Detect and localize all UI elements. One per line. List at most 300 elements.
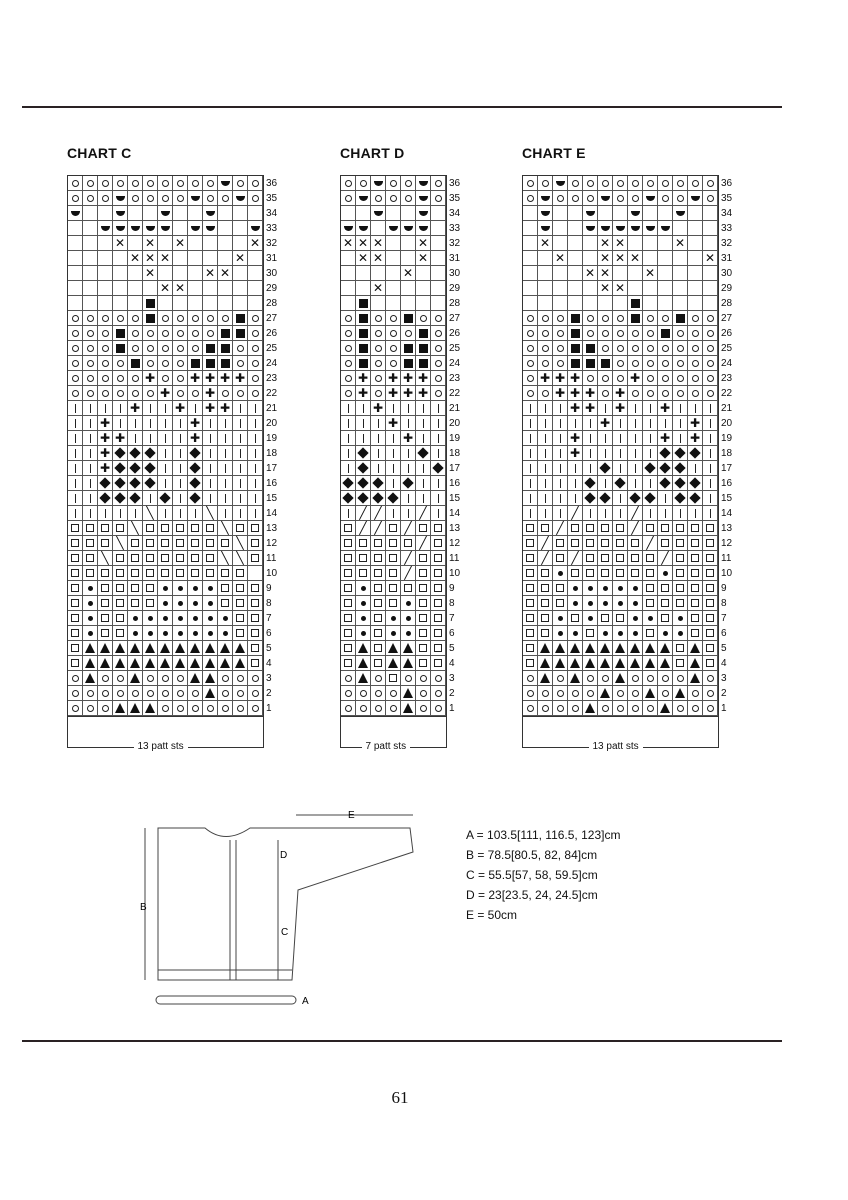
chart-cell (113, 176, 128, 191)
chart-cell (583, 521, 598, 536)
chart-cell (158, 461, 173, 476)
open-square-icon (404, 539, 412, 547)
chart-cell (538, 551, 553, 566)
chart-cell (341, 641, 356, 656)
chart-cell (568, 266, 583, 281)
chart-cell (673, 506, 688, 521)
dot-icon (558, 631, 563, 636)
chart-cell (158, 296, 173, 311)
chart-cell (371, 581, 386, 596)
knit-bar-icon (393, 464, 394, 473)
repeat-label: 13 patt sts (134, 741, 188, 752)
plus-icon: ✚ (629, 371, 641, 385)
chart-cell (431, 176, 446, 191)
chart-cell (83, 671, 98, 686)
chart-cell (523, 641, 538, 656)
dot-icon (618, 586, 623, 591)
chart-cell (128, 626, 143, 641)
chart-cell (613, 581, 628, 596)
chart-cell (538, 266, 553, 281)
chart-cell (356, 431, 371, 446)
open-square-icon (571, 524, 579, 532)
chart-cell (113, 251, 128, 266)
open-square-icon (131, 599, 139, 607)
triangle-icon (615, 643, 625, 653)
chart-cell (416, 626, 431, 641)
diamond-icon (417, 447, 428, 458)
diamond-icon (114, 477, 125, 488)
chart-cell (233, 431, 248, 446)
dot-icon (163, 586, 168, 591)
open-square-icon (71, 584, 79, 592)
row-number: 12 (449, 538, 461, 549)
chart-cell (431, 551, 446, 566)
knit-bar-icon (378, 449, 379, 458)
chart-cell (173, 416, 188, 431)
chart-cell (386, 356, 401, 371)
knit-bar-icon (408, 449, 409, 458)
knit-bar-icon (105, 404, 106, 413)
chart-cell (568, 431, 583, 446)
open-square-icon (101, 569, 109, 577)
knit-bar-icon (665, 494, 666, 503)
chart-cell (523, 506, 538, 521)
open-square-icon (571, 539, 579, 547)
chart-cell (188, 401, 203, 416)
knit-bar-icon (695, 404, 696, 413)
chart-cell (113, 476, 128, 491)
row-number: 5 (449, 643, 455, 654)
knit-bar-icon (225, 509, 226, 518)
purl-circle-icon (707, 330, 714, 337)
knit-bar-icon (240, 449, 241, 458)
cross-icon: ✕ (704, 251, 716, 265)
chart-cell (68, 671, 83, 686)
chart-cell (341, 701, 356, 716)
triangle-icon (235, 658, 245, 668)
chart-cell (128, 251, 143, 266)
chart-cell (158, 446, 173, 461)
purl-circle-icon (405, 675, 412, 682)
knit-bar-icon (150, 419, 151, 428)
chart-cell (613, 461, 628, 476)
chart-cell (128, 206, 143, 221)
knit-bar-icon (575, 419, 576, 428)
diamond-icon (644, 492, 655, 503)
chart-cell (401, 656, 416, 671)
chart-cell (68, 266, 83, 281)
chart-cell (401, 551, 416, 566)
diamond-icon (189, 477, 200, 488)
chart-cell (83, 416, 98, 431)
chart-cell (386, 446, 401, 461)
diamond-icon (114, 462, 125, 473)
open-square-icon (251, 629, 259, 637)
plus-icon: ✚ (689, 431, 701, 445)
chart-cell (203, 416, 218, 431)
knit-bar-icon (438, 479, 439, 488)
repeat-label: 7 patt sts (362, 741, 411, 752)
open-square-icon (586, 629, 594, 637)
dot-icon (193, 586, 198, 591)
chart-cell (83, 266, 98, 281)
row-number: 15 (721, 493, 733, 504)
chart-cell (431, 596, 446, 611)
open-square-icon (146, 569, 154, 577)
label-c: C (281, 927, 289, 938)
chart-cell (628, 686, 643, 701)
chart-cell (233, 581, 248, 596)
knit-bar-icon (150, 404, 151, 413)
chart-cell (173, 536, 188, 551)
diamond-icon (114, 492, 125, 503)
purl-circle-icon (435, 375, 442, 382)
row-number: 19 (449, 433, 461, 444)
purl-circle-icon (375, 345, 382, 352)
open-square-icon (101, 524, 109, 532)
chart-cell (203, 491, 218, 506)
chart-cell (113, 386, 128, 401)
chart-c-title: CHART C (67, 145, 132, 161)
open-square-icon (116, 599, 124, 607)
chart-cell (703, 296, 718, 311)
chart-cell (143, 671, 158, 686)
chart-cell (248, 251, 263, 266)
chart-cell (703, 206, 718, 221)
chart-cell (248, 506, 263, 521)
open-square-icon (616, 614, 624, 622)
dot-icon (193, 601, 198, 606)
chart-cell (173, 296, 188, 311)
open-square-icon (389, 674, 397, 682)
cardigan-schematic (130, 800, 440, 1035)
chart-cell (143, 251, 158, 266)
purl-circle-icon (557, 675, 564, 682)
chart-cell (688, 176, 703, 191)
chart-cell (356, 281, 371, 296)
open-square-icon (706, 554, 714, 562)
chart-cell (113, 431, 128, 446)
plus-icon: ✚ (387, 371, 399, 385)
chart-cell (553, 221, 568, 236)
chart-cell (598, 206, 613, 221)
dot-icon (361, 586, 366, 591)
chart-cell (371, 521, 386, 536)
chart-cell (98, 641, 113, 656)
chart-cell (673, 266, 688, 281)
plus-icon: ✚ (129, 401, 141, 415)
purl-circle-icon (527, 390, 534, 397)
chart-cell (218, 551, 233, 566)
chart-cell (128, 581, 143, 596)
chart-cell (248, 596, 263, 611)
chart-cell (113, 701, 128, 716)
dot-icon (558, 616, 563, 621)
open-square-icon (71, 599, 79, 607)
bobble-icon (541, 211, 550, 216)
diamond-icon (584, 492, 595, 503)
chart-cell (643, 386, 658, 401)
open-square-icon (344, 644, 352, 652)
chart-cell (203, 371, 218, 386)
chart-cell (248, 311, 263, 326)
purl-circle-icon (632, 675, 639, 682)
open-square-icon (526, 584, 534, 592)
chart-cell (233, 236, 248, 251)
open-square-icon (661, 599, 669, 607)
chart-cell (386, 521, 401, 536)
open-square-icon (344, 569, 352, 577)
chart-cell (431, 506, 446, 521)
chart-cell (688, 236, 703, 251)
chart-cell (401, 371, 416, 386)
cross-icon: ✕ (372, 281, 384, 295)
plus-icon: ✚ (614, 401, 626, 415)
chart-cell (98, 596, 113, 611)
open-square-icon (541, 569, 549, 577)
chart-cell (68, 656, 83, 671)
chart-cell (341, 461, 356, 476)
chart-cell (401, 386, 416, 401)
chart-cell (143, 371, 158, 386)
purl-circle-icon (527, 690, 534, 697)
chart-cell (401, 521, 416, 536)
cross-icon: ✕ (372, 251, 384, 265)
chart-cell (188, 656, 203, 671)
open-square-icon (206, 554, 214, 562)
open-square-icon (676, 569, 684, 577)
knit-bar-icon (665, 509, 666, 518)
right-slant-icon: ╱ (571, 506, 579, 520)
knit-bar-icon (408, 509, 409, 518)
chart-cell (416, 566, 431, 581)
chart-cell (356, 416, 371, 431)
bobble-icon (71, 211, 80, 216)
purl-circle-icon (207, 195, 214, 202)
plus-icon: ✚ (189, 416, 201, 430)
open-square-icon (359, 554, 367, 562)
purl-circle-icon (527, 315, 534, 322)
chart-cell (583, 431, 598, 446)
chart-cell (628, 401, 643, 416)
knit-bar-icon (680, 419, 681, 428)
chart-cell (143, 221, 158, 236)
chart-cell (416, 251, 431, 266)
chart-cell (143, 266, 158, 281)
purl-circle-icon (117, 180, 124, 187)
chart-cell (188, 311, 203, 326)
chart-cell (143, 491, 158, 506)
purl-circle-icon (117, 690, 124, 697)
bobble-icon (419, 226, 428, 231)
chart-cell (568, 356, 583, 371)
purl-circle-icon (87, 390, 94, 397)
open-square-icon (71, 524, 79, 532)
chart-cell (538, 221, 553, 236)
chart-cell (553, 536, 568, 551)
chart-cell (538, 176, 553, 191)
open-square-icon (71, 644, 79, 652)
chart-cell (538, 431, 553, 446)
knit-bar-icon (545, 479, 546, 488)
page-number: 61 (391, 1088, 409, 1107)
knit-bar-icon (378, 419, 379, 428)
purl-circle-icon (677, 345, 684, 352)
chart-cell (538, 656, 553, 671)
chart-cell (703, 491, 718, 506)
plus-icon: ✚ (599, 416, 611, 430)
chart-cell (371, 461, 386, 476)
chart-cell (703, 506, 718, 521)
knit-bar-icon (680, 434, 681, 443)
open-square-icon (419, 569, 427, 577)
open-square-icon (661, 539, 669, 547)
chart-cell (218, 266, 233, 281)
chart-cell (658, 671, 673, 686)
chart-cell (431, 416, 446, 431)
chart-cell (371, 281, 386, 296)
chart-cell (248, 626, 263, 641)
chart-cell (173, 581, 188, 596)
chart-cell (248, 221, 263, 236)
chart-cell (158, 566, 173, 581)
chart-cell (98, 311, 113, 326)
chart-cell (538, 326, 553, 341)
chart-cell (248, 476, 263, 491)
purl-circle-icon (102, 390, 109, 397)
chart-cell (568, 611, 583, 626)
chart-cell (523, 311, 538, 326)
purl-circle-icon (192, 315, 199, 322)
chart-cell (68, 641, 83, 656)
purl-circle-icon (132, 330, 139, 337)
chart-cell (431, 446, 446, 461)
chart-cell (203, 221, 218, 236)
chart-cell (628, 206, 643, 221)
chart-cell (98, 356, 113, 371)
chart-cell (628, 341, 643, 356)
purl-circle-icon (72, 675, 79, 682)
chart-cell (68, 491, 83, 506)
knit-bar-icon (210, 449, 211, 458)
chart-cell (233, 371, 248, 386)
open-square-icon (556, 539, 564, 547)
chart-cell (143, 476, 158, 491)
purl-circle-icon (677, 195, 684, 202)
chart-cell (203, 176, 218, 191)
open-square-icon (676, 584, 684, 592)
right-slant-icon: ╱ (661, 551, 669, 565)
purl-circle-icon (707, 390, 714, 397)
chart-cell (568, 596, 583, 611)
chart-cell (583, 296, 598, 311)
knit-bar-icon (710, 449, 711, 458)
triangle-icon (615, 673, 625, 683)
dot-icon (88, 631, 93, 636)
open-square-icon (344, 599, 352, 607)
chart-cell (658, 356, 673, 371)
dot-icon (208, 601, 213, 606)
purl-circle-icon (707, 375, 714, 382)
chart-cell (643, 596, 658, 611)
chart-cell (248, 296, 263, 311)
chart-cell (173, 281, 188, 296)
chart-cell (173, 401, 188, 416)
chart-cell (628, 476, 643, 491)
cross-icon: ✕ (417, 251, 429, 265)
chart-cell (538, 536, 553, 551)
knit-bar-icon (180, 434, 181, 443)
open-square-icon (419, 584, 427, 592)
row-number: 31 (721, 253, 733, 264)
chart-cell (356, 191, 371, 206)
purl-circle-icon (420, 690, 427, 697)
chart-cell (568, 236, 583, 251)
knit-bar-icon (408, 404, 409, 413)
purl-circle-icon (390, 360, 397, 367)
chart-cell (128, 461, 143, 476)
chart-cell (553, 701, 568, 716)
chart-cell (643, 656, 658, 671)
chart-cell (203, 191, 218, 206)
chart-cell (553, 191, 568, 206)
open-square-icon (691, 554, 699, 562)
chart-cell (68, 206, 83, 221)
chart-cell (568, 251, 583, 266)
chart-cell (598, 626, 613, 641)
triangle-icon (600, 688, 610, 698)
purl-circle-icon (647, 345, 654, 352)
knit-bar-icon (680, 509, 681, 518)
open-square-icon (526, 629, 534, 637)
knit-bar-icon (710, 404, 711, 413)
chart-cell (113, 506, 128, 521)
chart-cell (158, 191, 173, 206)
open-square-icon (661, 614, 669, 622)
chart-cell (688, 671, 703, 686)
chart-cell (203, 206, 218, 221)
chart-cell (598, 506, 613, 521)
chart-cell (673, 281, 688, 296)
chart-cell (628, 671, 643, 686)
open-square-icon (389, 569, 397, 577)
knit-bar-icon (560, 464, 561, 473)
open-square-icon (526, 554, 534, 562)
knit-bar-icon (195, 509, 196, 518)
chart-cell (598, 431, 613, 446)
knit-bar-icon (225, 434, 226, 443)
chart-cell (688, 566, 703, 581)
chart-cell (688, 506, 703, 521)
chart-cell (538, 356, 553, 371)
chart-cell (83, 701, 98, 716)
chart-cell (583, 281, 598, 296)
chart-cell (703, 176, 718, 191)
chart-cell (143, 551, 158, 566)
filled-square-icon (419, 359, 428, 368)
cross-icon: ✕ (614, 236, 626, 250)
chart-cell (628, 296, 643, 311)
chart-cell (658, 581, 673, 596)
chart-cell (188, 251, 203, 266)
knit-bar-icon (650, 479, 651, 488)
chart-cell (83, 206, 98, 221)
chart-cell (431, 356, 446, 371)
chart-cell (658, 236, 673, 251)
knit-bar-icon (710, 509, 711, 518)
chart-cell (188, 266, 203, 281)
chart-cell (431, 191, 446, 206)
